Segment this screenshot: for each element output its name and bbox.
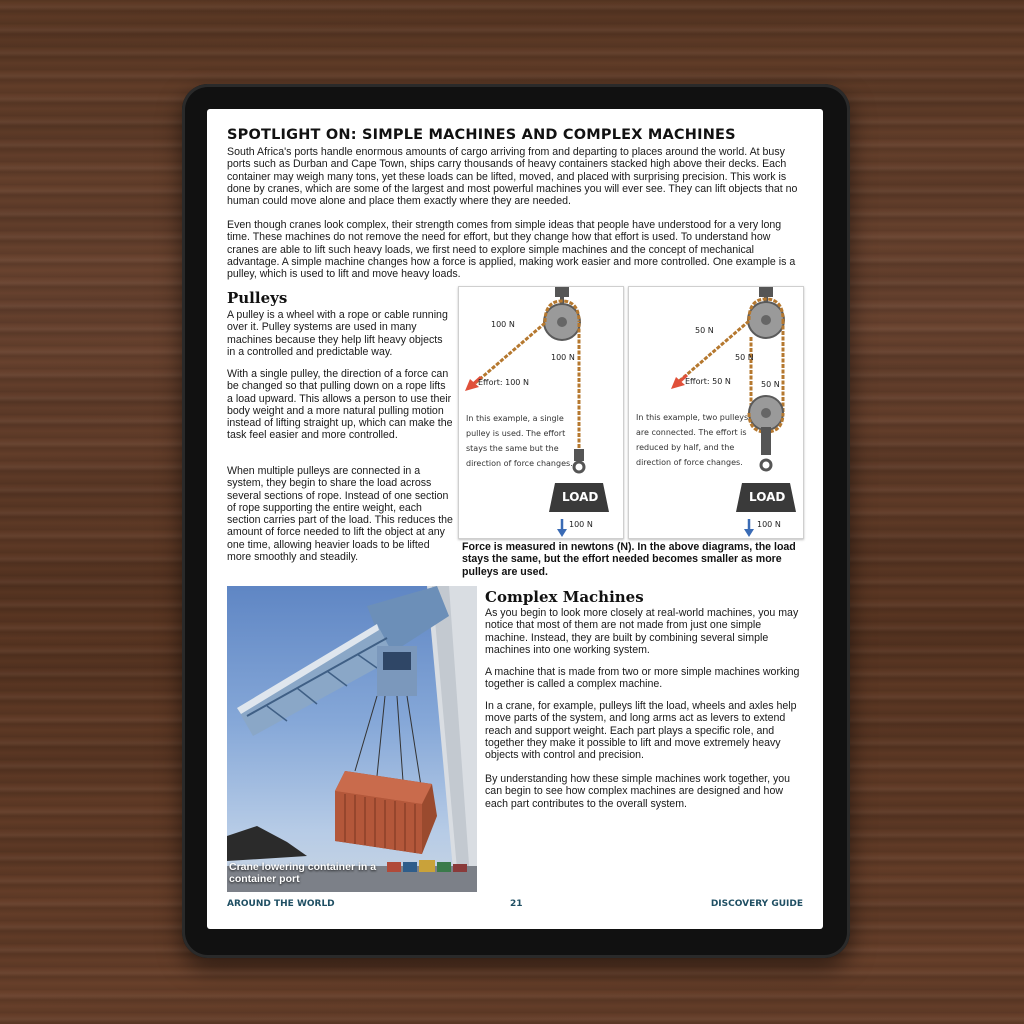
load-label: LOAD — [562, 490, 599, 504]
load-weight-label: 100 N — [757, 520, 781, 529]
rope-tension-lower-label: 50 N — [761, 380, 780, 389]
pulleys-paragraph-1: A pulley is a wheel with a rope or cable running over it. Pulley systems are used in many machines because they help lift heavy objects in a controlled and predictable way. — [227, 309, 448, 358]
diagram-note: In this example, a single pulley is used. The effort stays the same but the direction of force changes. — [466, 414, 573, 468]
complex-paragraph-2: A machine that is made from two or more simple machines working together is called a complex machine. — [485, 666, 800, 691]
pulleys-heading: Pulleys — [227, 289, 288, 307]
complex-paragraph-4: By understanding how these simple machines work together, you can begin to see how complex machines are designed and how each part contributes to the overall system. — [485, 773, 791, 810]
effort-label: Effort: 50 N — [685, 377, 731, 386]
crane-photo — [227, 586, 477, 892]
intro-paragraph-1: South Africa's ports handle enormous amounts of cargo arriving from and departing to places around the world. At busy ports such as Durban and Cape Town, ships carry thousands of heavy containers stacked high above their decks. Each container may weigh many tons, yet these loads can be lifted, moved, and placed with surprising precision. This work is done by cranes, which are some of the largest and most powerful machines you will ever see. They can lift objects that no human could move alone and place them exactly where they are needed. — [227, 146, 798, 208]
pulleys-paragraph-3: When multiple pulleys are connected in a system, they begin to share the load across several sections of rope. Instead of one section of rope supporting the entire weight, each section carries part of the load. This reduces the amount of force needed to lift the object at any one time, allowing heavier loads to be lifted more smoothly and steadily. — [227, 465, 453, 564]
effort-label: Effort: 100 N — [478, 378, 529, 387]
rope-tension-right-label: 50 N — [735, 353, 754, 362]
diagram-caption: Force is measured in newtons (N). In the above diagrams, the load stays the same, but the effort needed becomes smaller as more pulleys are used. — [462, 541, 796, 578]
footer-left: AROUND THE WORLD — [227, 899, 335, 909]
rope-tension-right-label: 100 N — [551, 353, 575, 362]
rope-tension-left-label: 100 N — [491, 320, 515, 329]
diagram-note: In this example, two pulleys are connected. The effort is reduced by half, and the direction of force changes. — [636, 413, 749, 467]
photo-caption: Crane lowering container in a container port — [229, 861, 377, 885]
complex-paragraph-3: In a crane, for example, pulleys lift the load, wheels and axles help move parts of the system, and long arms act as levers to extend reach and support weight. Each part plays a specific role, and together they make it possible to lift and move extremely heavy objects with control and precision. — [485, 700, 797, 762]
pulleys-paragraph-2: With a single pulley, the direction of a force can be changed so that pulling down on a rope lifts a load upward. This allows a person to use their body weight and a more natural pulling motion instead of lifting straight up, which can make the task feel easier and more controlled. — [227, 368, 453, 442]
complex-machines-heading: Complex Machines — [485, 588, 644, 606]
footer-right: DISCOVERY GUIDE — [710, 899, 803, 909]
crane-photo-illustration — [227, 586, 477, 892]
rope-tension-left-label: 50 N — [695, 326, 714, 335]
double-pulley-diagram — [628, 286, 804, 539]
page-number: 21 — [510, 899, 523, 909]
single-pulley-diagram — [458, 286, 624, 539]
document-page — [207, 109, 823, 929]
complex-paragraph-1: As you begin to look more closely at real-world machines, you may notice that most of them are not made from just one simple machine. Instead, they are built by combining several simple machines into one working system. — [485, 607, 799, 656]
load-weight-label: 100 N — [569, 520, 593, 529]
page-title: SPOTLIGHT ON: SIMPLE MACHINES AND COMPLEX MACHINES — [227, 127, 736, 143]
load-label: LOAD — [749, 490, 786, 504]
intro-paragraph-2: Even though cranes look complex, their strength comes from simple ideas that people have understood for a very long time. These machines do not remove the need for effort, but they change how that effort is used. To understand how cranes are able to lift such heavy loads, we first need to explore simple machines and the concept of mechanical advantage. A simple machine changes how a force is applied, making work easier and more controlled. One example is a pulley, which is used to lift and move heavy loads. — [227, 219, 796, 281]
